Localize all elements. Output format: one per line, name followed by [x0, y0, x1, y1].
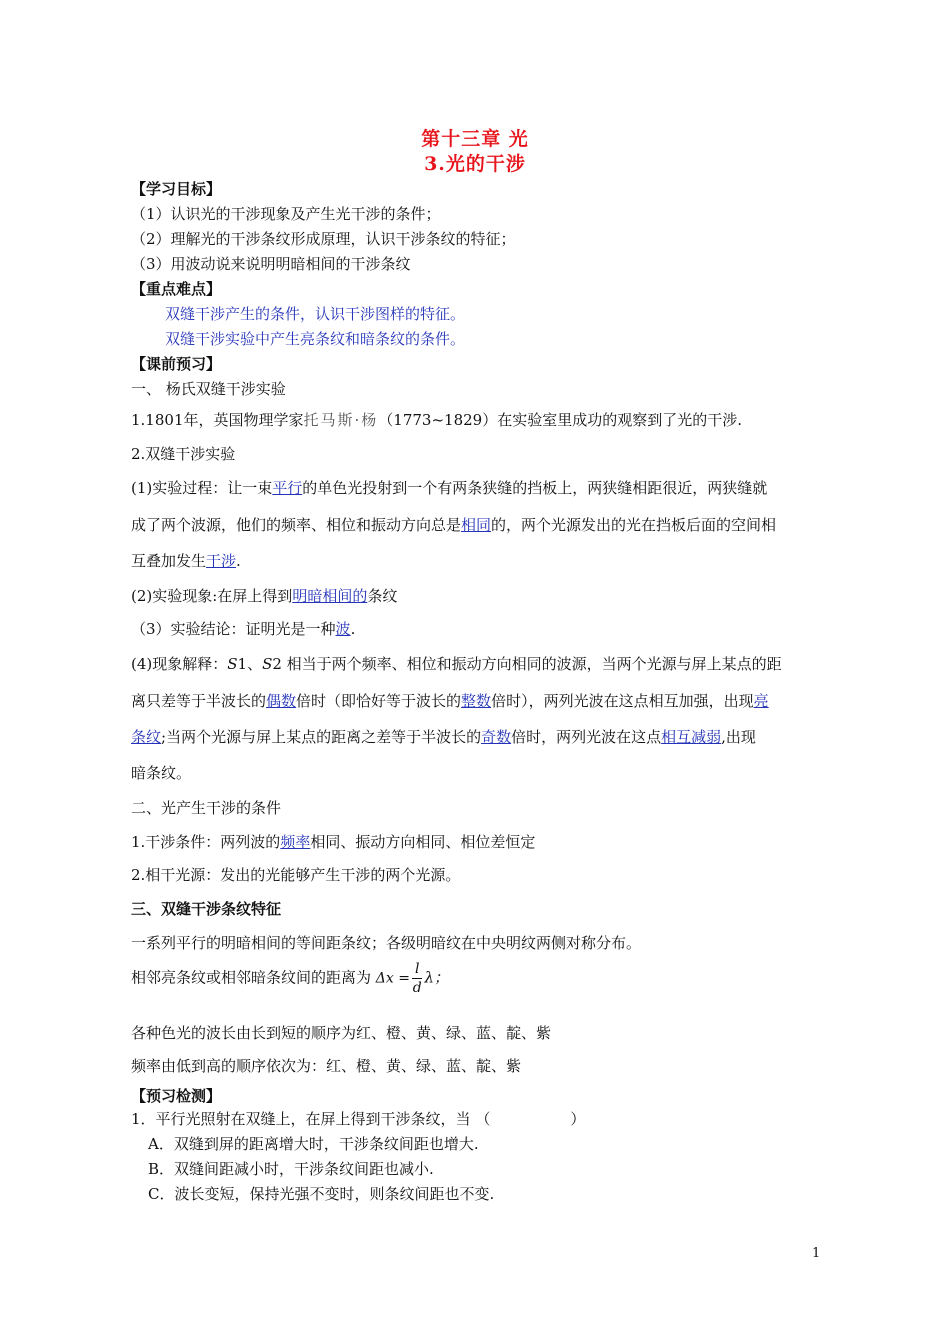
check-heading: 【预习检测】	[131, 1087, 222, 1105]
answer-blank: 整数	[461, 692, 492, 710]
text: 离只差等于半波长的	[131, 692, 267, 710]
lesson-title: 3.光的干涉	[424, 153, 526, 175]
text: .	[350, 620, 356, 638]
paragraph-8: 2.相干光源：发出的光能够产生干涉的两个光源。	[131, 866, 461, 884]
text: .	[236, 552, 241, 570]
paragraph-7	[131, 831, 535, 852]
answer-blank: 条纹	[131, 728, 162, 746]
key-points-heading: 【重点难点】	[131, 280, 222, 298]
scientist-name: 托马斯·杨	[303, 411, 379, 429]
paragraph-1	[131, 409, 742, 430]
formula-lhs: Δx =	[375, 970, 410, 987]
paragraph-6-line-3	[131, 726, 756, 747]
text: 互叠加发生	[131, 552, 207, 570]
text: ,出现	[721, 728, 756, 746]
goal-item: （3）用波动说来说明明暗相间的干涉条纹	[131, 255, 411, 273]
text: 2 相当于两个频率、相位和振动方向相同的波源，当两个光源与屏上某点的距	[272, 655, 782, 673]
text: ）	[570, 1110, 586, 1128]
paragraph-9: 一系列平行的明暗相间的等间距条纹；各级明暗纹在中央明纹两侧对称分布。	[131, 934, 642, 952]
answer-blank: 奇数	[481, 728, 512, 746]
option-b: B．双缝间距减小时，干涉条纹间距也减小.	[148, 1160, 434, 1178]
question-1	[131, 1108, 585, 1129]
paragraph-6-line-1	[131, 653, 782, 674]
text: (2)实验现象:在屏上得到	[131, 587, 293, 605]
text: (4)现象解释：	[131, 655, 228, 673]
paragraph-3-line-3	[131, 550, 241, 571]
paragraph-3-line-1	[131, 477, 767, 498]
answer-blank: 相互减弱	[661, 728, 722, 746]
paragraph-6-line-4: 暗条纹。	[131, 764, 192, 782]
text: 相邻亮条纹或相邻暗条纹间的距离为	[131, 968, 372, 987]
goal-item: （2）理解光的干涉条纹形成原理，认识干涉条纹的特征；	[131, 230, 516, 248]
text: 的，两个光源发出的光在挡板后面的空间相	[491, 516, 777, 534]
text: (1)实验过程：让一束	[131, 479, 273, 497]
text: 1.干涉条件：两列波的	[131, 833, 281, 851]
paragraph-3-line-2	[131, 514, 776, 535]
answer-blank: 偶数	[266, 692, 297, 710]
paragraph-10	[131, 960, 449, 997]
paragraph-5	[131, 618, 355, 639]
goals-heading: 【学习目标】	[131, 180, 222, 198]
section-2-title: 二、光产生干涉的条件	[131, 799, 282, 817]
text: 1.1801年，英国物理学家	[131, 411, 304, 429]
question-text: 1．平行光照射在双缝上，在屏上得到干涉条纹，当 （	[131, 1110, 491, 1128]
answer-blank: 相同	[461, 516, 492, 534]
answer-blank: 亮	[753, 692, 769, 710]
formula-denominator: d	[412, 980, 422, 996]
answer-blank: 干涉	[206, 552, 237, 570]
section-3-title: 三、双缝干涉条纹特征	[131, 900, 282, 918]
key-point-item: 双缝干涉产生的条件，认识干涉图样的特征。	[165, 305, 466, 323]
answer-blank: 频率	[280, 833, 311, 851]
paragraph-6-line-2	[131, 690, 769, 711]
paragraph-11: 各种色光的波长由长到短的顺序为红、橙、黄、绿、蓝、靛、紫	[131, 1024, 552, 1042]
answer-blank: 平行	[272, 479, 303, 497]
formula-rhs: λ；	[424, 968, 449, 987]
text: 成了两个波源，他们的频率、相位和振动方向总是	[131, 516, 462, 534]
text: （3）实验结论：证明光是一种	[131, 620, 336, 638]
paragraph-2: 2.双缝干涉实验	[131, 445, 236, 463]
option-c: C．波长变短，保持光强不变时，则条纹间距也不变.	[148, 1185, 495, 1203]
slit-s2: S	[262, 655, 273, 673]
goal-item: （1）认识光的干涉现象及产生光干涉的条件；	[131, 205, 441, 223]
page-number: 1	[812, 1246, 821, 1261]
text: 倍时，两列光波在这点	[511, 728, 662, 746]
preview-heading: 【课前预习】	[131, 355, 222, 373]
text: 倍时（即恰好等于波长的	[296, 692, 462, 710]
formula-numerator: l	[412, 960, 422, 979]
formula-fraction	[412, 960, 422, 997]
text: ;当两个光源与屏上某点的距离之差等于半波长的	[161, 728, 482, 746]
text: 的单色光投射到一个有两条狭缝的挡板上，两狭缝相距很近，两狭缝就	[302, 479, 768, 497]
text: （1773~1829）在实验室里成功的观察到了光的干涉.	[378, 411, 742, 429]
text: 相同、振动方向相同、相位差恒定	[310, 833, 536, 851]
answer-blank: 波	[335, 620, 351, 638]
slit-s1: S	[227, 655, 238, 673]
chapter-title: 第十三章 光	[421, 128, 529, 150]
key-point-item: 双缝干涉实验中产生亮条纹和暗条纹的条件。	[165, 330, 466, 348]
paragraph-12: 频率由低到高的顺序依次为：红、橙、黄、绿、蓝、靛、紫	[131, 1057, 522, 1075]
text: 倍时），两列光波在这点相互加强，出现	[491, 692, 754, 710]
section-1-title: 一、 杨氏双缝干涉实验	[131, 380, 286, 398]
option-a: A．双缝到屏的距离增大时，干涉条纹间距也增大.	[148, 1135, 479, 1153]
paragraph-4	[131, 585, 397, 606]
text: 1、	[237, 655, 263, 673]
answer-blank: 明暗相间的	[292, 587, 368, 605]
text: 条纹	[367, 587, 398, 605]
